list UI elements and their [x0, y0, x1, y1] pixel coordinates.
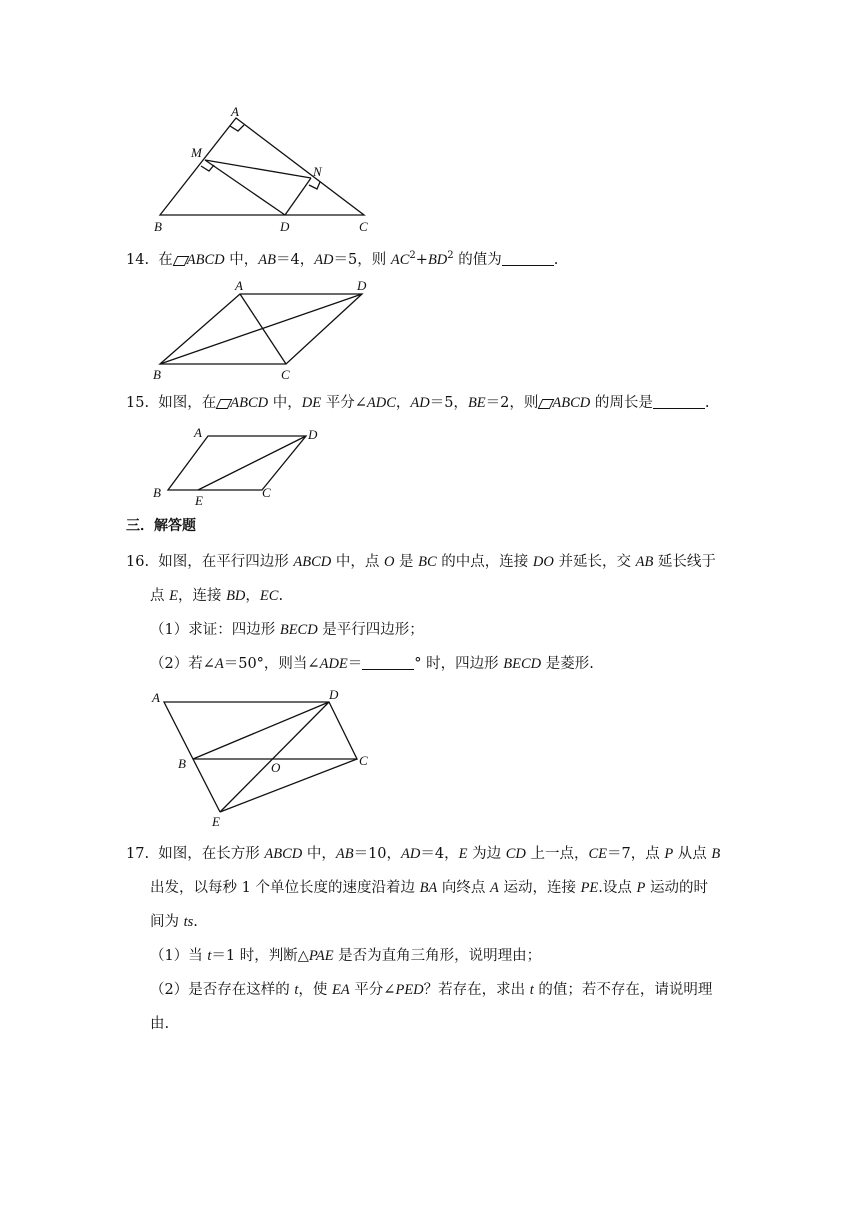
text: . — [704, 395, 710, 411]
label-m: M — [191, 145, 202, 160]
math: ABCD — [552, 395, 591, 411]
section-heading: 三．解答题 — [126, 518, 196, 534]
text: ＝4， — [420, 846, 459, 862]
math: BECD — [279, 622, 318, 638]
math: A — [490, 880, 499, 896]
label-d: D — [280, 219, 290, 234]
label-e: E — [212, 814, 220, 829]
math: EA — [331, 982, 350, 998]
label-b: B — [153, 367, 161, 382]
text: ＝7，点 — [606, 846, 665, 862]
text: . — [553, 252, 559, 268]
math: EC — [259, 588, 279, 604]
label-a: A — [231, 104, 239, 119]
question-17-part-2-cont: 由. — [150, 1016, 170, 1032]
text: （2）是否存在这样的 — [150, 982, 295, 998]
text: ＝5，则 — [333, 252, 391, 268]
question-number: 17. — [126, 846, 150, 862]
math: t — [529, 982, 534, 998]
question-17-part-1 — [150, 946, 541, 966]
text: 并延长，交 — [553, 554, 636, 570]
text: 向终点 — [437, 880, 490, 896]
text: 的值为 — [453, 252, 502, 268]
math: PAE — [308, 948, 334, 964]
math: ABCD — [230, 395, 269, 411]
label-d: D — [329, 687, 339, 702]
text: ＝ — [347, 656, 363, 672]
text: ＝1 时，判断△ — [211, 948, 309, 964]
text: 为边 — [467, 846, 506, 862]
text: 平分∠ — [321, 395, 367, 411]
math: P — [636, 880, 646, 896]
superscript: 2 — [409, 250, 416, 261]
math: AD — [410, 395, 430, 411]
segment-be — [193, 759, 220, 812]
text: 是 — [394, 554, 419, 570]
question-17-line-2 — [150, 878, 708, 898]
text: 的值；若不存在，请说明理 — [533, 982, 713, 998]
text: 是菱形. — [541, 656, 594, 672]
label-c: C — [359, 753, 368, 768]
text: ，使 — [298, 982, 332, 998]
text: 上一点， — [525, 846, 589, 862]
label-a: A — [194, 425, 202, 440]
question-17-line-1 — [126, 844, 720, 864]
text: 出发，以每秒 1 个单位长度的速度沿着边 — [150, 880, 420, 896]
math: CE — [588, 846, 607, 862]
text: 延长线于 — [653, 554, 716, 570]
text: 点 — [150, 588, 170, 604]
text: 在 — [158, 252, 173, 268]
math: A — [214, 656, 224, 672]
math: BD — [427, 252, 448, 268]
text: 运动的时 — [645, 880, 708, 896]
math: BA — [419, 880, 438, 896]
text: 是否为直角三角形，说明理由； — [333, 948, 542, 964]
math: BD — [226, 588, 246, 604]
math: O — [383, 554, 395, 570]
text: . — [193, 914, 198, 930]
question-number: 16. — [126, 554, 150, 570]
text: ＝5， — [429, 395, 468, 411]
math: CD — [505, 846, 526, 862]
math: AD — [401, 846, 421, 862]
label-d: D — [357, 278, 367, 293]
text: 中， — [268, 395, 302, 411]
text: 是平行四边形； — [317, 622, 424, 638]
label-n: N — [313, 164, 322, 179]
label-b: B — [154, 219, 162, 234]
text: 从点 — [673, 846, 712, 862]
text: ， — [395, 395, 411, 411]
math: BC — [418, 554, 437, 570]
math: E — [169, 588, 178, 604]
label-c: C — [359, 219, 368, 234]
math: DE — [301, 395, 322, 411]
text: 的中点，连接 — [436, 554, 533, 570]
superscript: 2 — [447, 250, 454, 261]
text: + — [415, 252, 428, 268]
label-a: A — [152, 690, 160, 705]
math: PE — [580, 880, 599, 896]
text: 如图，在 — [158, 395, 217, 411]
text: ， — [245, 588, 260, 604]
text: 运动，连接 — [498, 880, 581, 896]
math: E — [458, 846, 468, 862]
label-b: B — [178, 756, 186, 771]
text: ？若存在，求出 — [423, 982, 530, 998]
text: （1）求证：四边形 — [150, 622, 280, 638]
label-a: A — [235, 278, 243, 293]
math: t — [207, 948, 212, 964]
math: AD — [314, 252, 334, 268]
label-e: E — [195, 493, 203, 508]
math: DO — [532, 554, 554, 570]
math: P — [664, 846, 674, 862]
text: 中， — [224, 252, 259, 268]
label-b: B — [153, 485, 161, 500]
math: ts — [183, 914, 194, 930]
segment-ec — [220, 759, 357, 812]
segment-ed — [220, 702, 329, 812]
label-o: O — [271, 760, 281, 775]
text: （1）当 — [150, 948, 208, 964]
text: ，连接 — [177, 588, 227, 604]
text: 中，点 — [331, 554, 384, 570]
text: ° 时，四边形 — [414, 656, 504, 672]
text: ＝10， — [353, 846, 402, 862]
math: BECD — [503, 656, 542, 672]
math: AB — [258, 252, 276, 268]
math: AB — [335, 846, 354, 862]
text: ＝4， — [275, 252, 315, 268]
math: ADC — [366, 395, 396, 411]
label-d: D — [308, 427, 318, 442]
math: PED — [395, 982, 424, 998]
math: ABCD — [186, 252, 225, 268]
math: AB — [635, 554, 654, 570]
text: . — [278, 588, 284, 604]
math: BE — [467, 395, 486, 411]
text: .设点 — [598, 880, 637, 896]
segment-bd — [193, 702, 329, 759]
question-number: 14. — [126, 252, 150, 268]
label-c: C — [262, 485, 271, 500]
text: 中， — [302, 846, 336, 862]
question-number: 15. — [126, 395, 150, 411]
text: 的周长是 — [590, 395, 653, 411]
math: t — [294, 982, 299, 998]
text: （2）若∠ — [150, 656, 215, 672]
question-17-part-2 — [150, 980, 712, 1000]
text: 如图，在长方形 — [158, 846, 265, 862]
text: ＝2，则 — [485, 395, 539, 411]
label-c: C — [281, 367, 290, 382]
math: B — [711, 846, 721, 862]
text: 如图，在平行四边形 — [158, 554, 294, 570]
math: ABCD — [264, 846, 303, 862]
math: ADE — [319, 656, 348, 672]
text: 平分∠ — [349, 982, 396, 998]
text: ＝50°，则当∠ — [223, 656, 320, 672]
text: 间为 — [150, 914, 184, 930]
question-17-line-3 — [150, 912, 198, 932]
math: ABCD — [293, 554, 332, 570]
math: AC — [390, 252, 410, 268]
